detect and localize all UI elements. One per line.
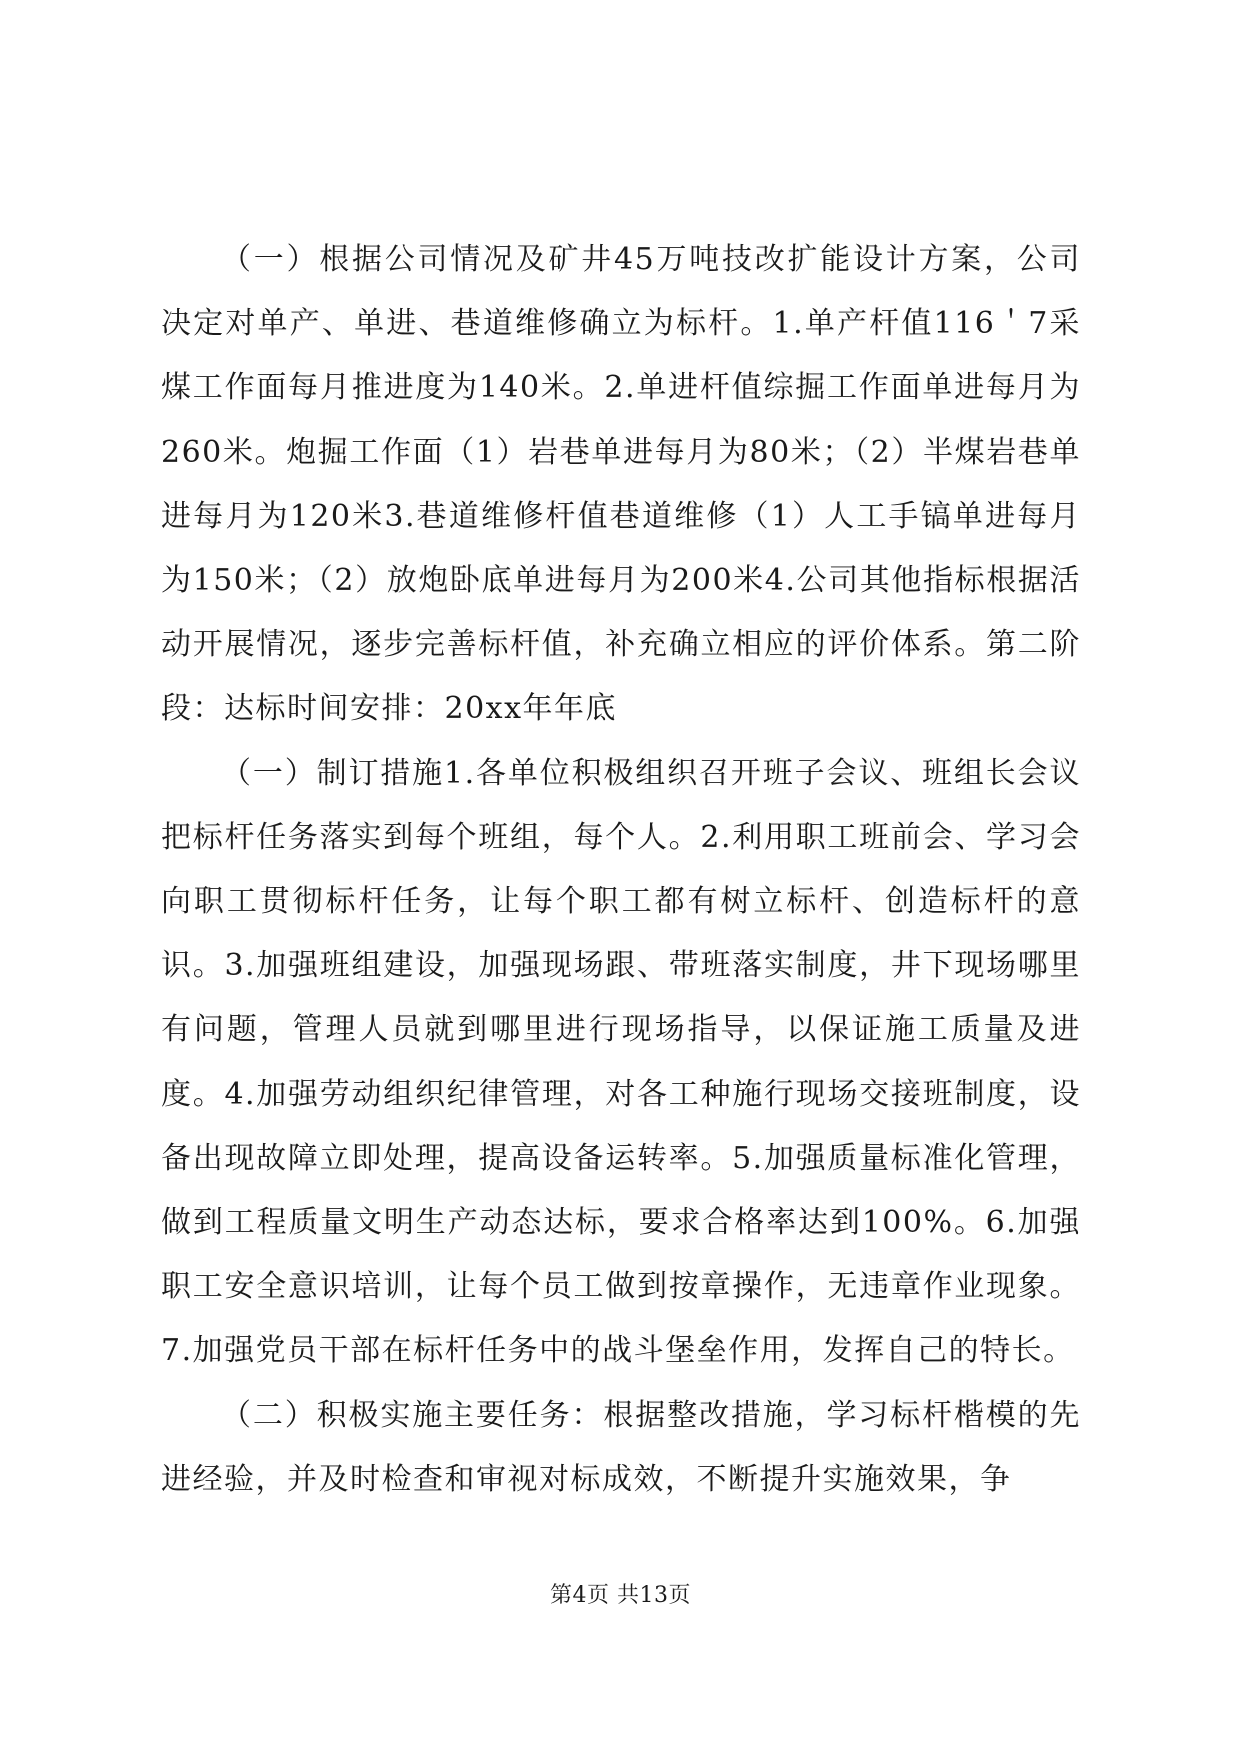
paragraph-1: （一）根据公司情况及矿井45万吨技改扩能设计方案，公司决定对单产、单进、巷道维修确立为标杆。1.单产杆值116＇7采煤工作面每月推进度为140米。2.单进杆值综掘工作面单进每月为260米。炮掘工作面（1）岩巷单进每月为80米；（2）半煤岩巷单进每月为120米3.巷道维修杆值巷道维修（1）人工手镐单进每月为150米；（2）放炮卧底单进每月为200米4.公司其他指标根据活动开展情况，逐步完善标杆值，补充确立相应的评价体系。第二阶段：达标时间安排：20xx年年底 (161, 242, 1081, 727)
document-body (161, 228, 1081, 1512)
page-number-footer: 第4页 共13页 (550, 1583, 691, 1608)
paragraph-3: （二）积极实施主要任务：根据整改措施，学习标杆楷模的先进经验，并及时检查和审视对标成效，不断提升实施效果，争 (161, 1397, 1081, 1497)
paragraph-2: （一）制订措施1.各单位积极组织召开班子会议、班组长会议把标杆任务落实到每个班组，每个人。2.利用职工班前会、学习会向职工贯彻标杆任务，让每个职工都有树立标杆、创造标杆的意识。3.加强班组建设，加强现场跟、带班落实制度，井下现场哪里有问题，管理人员就到哪里进行现场指导，以保证施工质量及进度。4.加强劳动组织纪律管理，对各工种施行现场交接班制度，设备出现故障立即处理，提高设备运转率。5.加强质量标准化管理，做到工程质量文明生产动态达标，要求合格率达到100%。6.加强职工安全意识培训，让每个员工做到按章操作，无违章作业现象。7.加强党员干部在标杆任务中的战斗堡垒作用，发挥自己的特长。 (161, 755, 1081, 1369)
